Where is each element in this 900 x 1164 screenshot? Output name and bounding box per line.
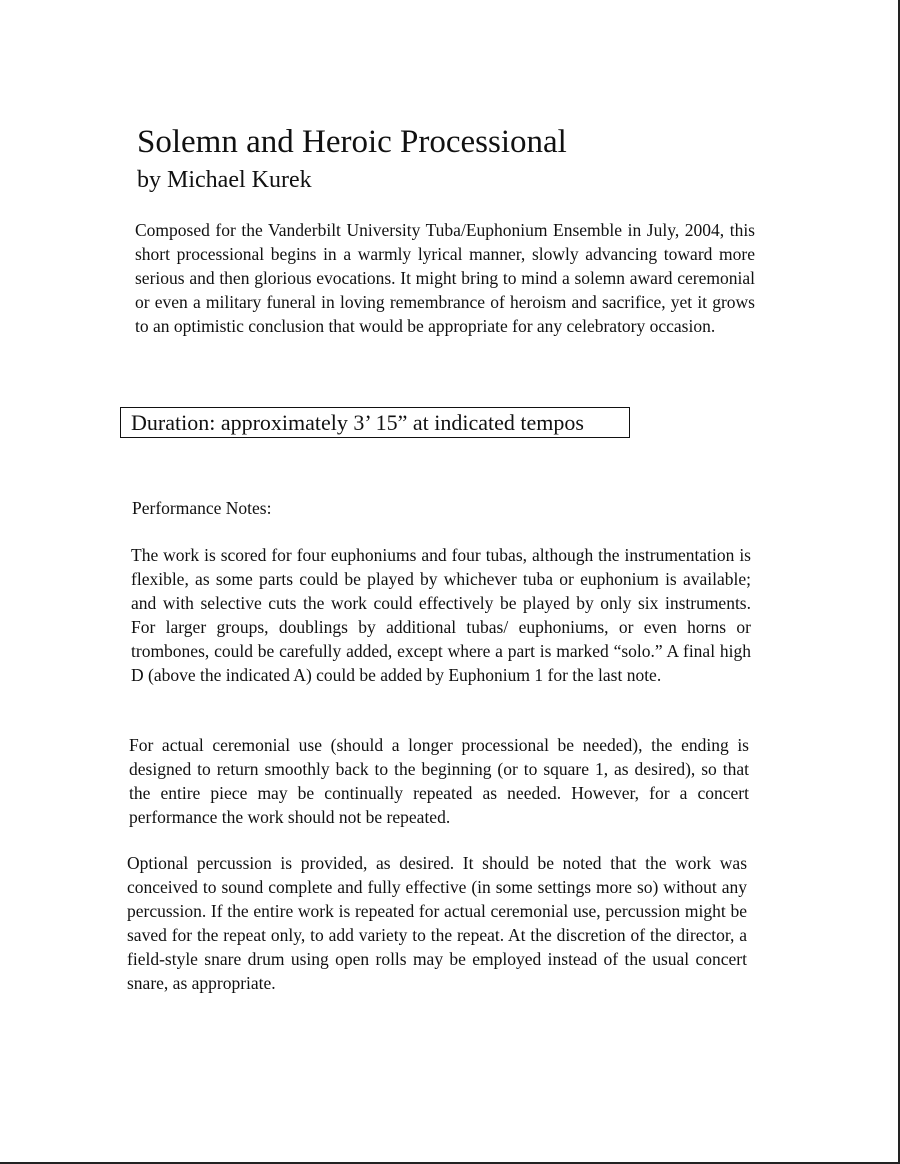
notes-paragraph-percussion [127, 851, 747, 995]
notes-paragraph-instrumentation [131, 543, 751, 687]
document-title: Solemn and Heroic Processional [137, 124, 567, 160]
notes-paragraph-ceremonial-use [129, 733, 749, 829]
paragraph-text: Optional percussion is provided, as desired. It should be noted that the work was conceived to sound complete and fully effective (in some settings more so) without any percussion. If the entire work is repeated for actual ceremonial use, percussion might be saved for the repeat only, to add variety to the repeat. At the discretion of the director, a field-style snare drum using open rolls may be employed instead of the usual concert snare, as appropriate. [127, 853, 747, 993]
paragraph-text: For actual ceremonial use (should a longer processional be needed), the ending is designed to return smoothly back to the beginning (or to square 1, as desired), so that the entire piece may be continually repeated as needed. However, for a concert performance the work should not be repeated. [129, 735, 749, 827]
intro-text: Composed for the Vanderbilt University Tuba/Euphonium Ensemble in July, 2004, this short processional begins in a warmly lyrical manner, slowly advancing toward more serious and then glorious evocations. It might bring to mind a solemn award ceremonial or even a military funeral in loving remembrance of heroism and sacrifice, yet it grows to an optimistic conclusion that would be appropriate for any celebratory occasion. [135, 220, 755, 336]
paragraph-text: The work is scored for four euphoniums and four tubas, although the instrumentation is flexible, as some parts could be played by whichever tuba or euphonium is available; and with selective cuts the work could effectively be played by only six instruments. For larger groups, doublings by additional tubas/ euphoniums, or even horns or trombones, could be carefully added, except where a part is marked “solo.” A final high D (above the indicated A) could be added by Euphonium 1 for the last note. [131, 545, 751, 685]
performance-notes-heading: Performance Notes: [132, 498, 272, 518]
composer-byline: by Michael Kurek [137, 167, 312, 193]
duration-box: Duration: approximately 3’ 15” at indicated tempos [120, 407, 630, 438]
intro-paragraph [135, 218, 755, 338]
